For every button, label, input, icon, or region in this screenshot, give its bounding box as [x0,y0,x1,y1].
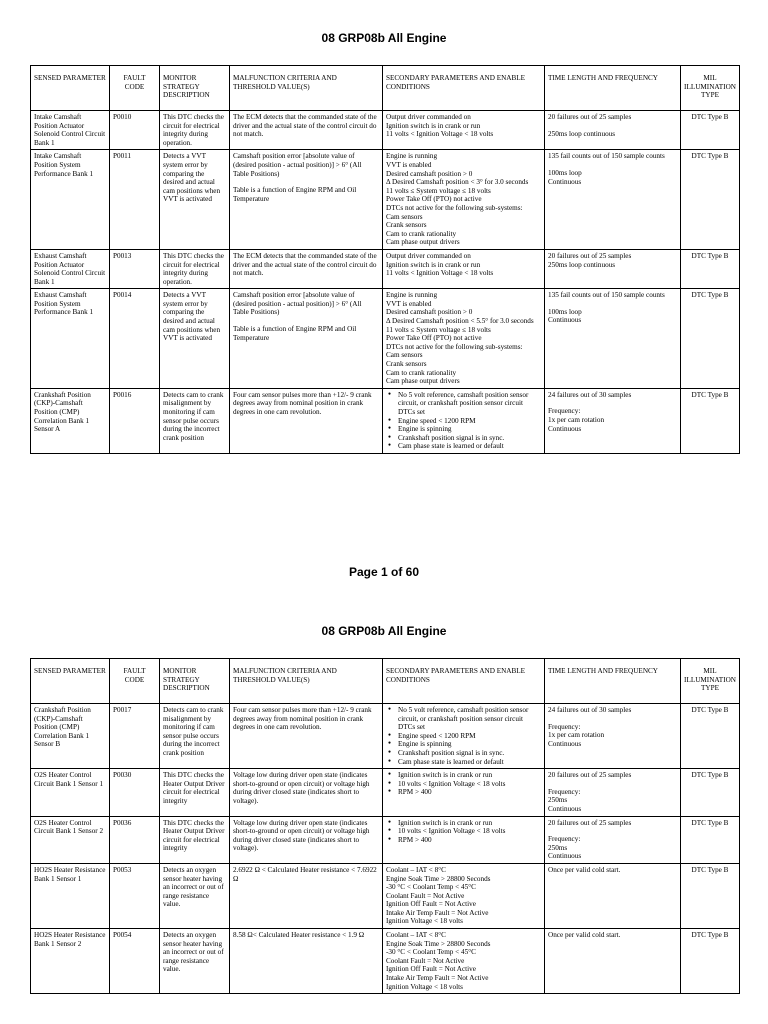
time-line: Continuous [548,177,582,186]
secondary-line: Cam sensors [386,351,423,360]
sensed-parameter-cell: Exhaust Camshaft Position Actuator Solenoid Control Circuit Bank 1 [31,249,110,288]
table-row [31,816,740,863]
secondary-line: 11 volts ≤ System voltage ≤ 18 volts [386,325,491,334]
secondary-parameters-cell [383,150,545,250]
secondary-line: DTCs not active for the following sub-systems: [386,203,523,212]
time-line: 24 failures out of 30 samples [548,390,632,399]
table-header-row [31,659,740,704]
time-line [548,161,677,169]
malfunction-line: Four cam sensor pulses more than +12/- 9 crank degrees away from nominal position in crank degrees in one cam revolution. [233,390,372,416]
secondary-line: Engine is running [386,291,438,300]
secondary-bullet-item: ● Cam phase state is learned or default [398,442,541,451]
secondary-line: Cam to crank rationality [386,368,457,377]
secondary-bullet-item: ● Engine is spinning [398,740,541,749]
malfunction-criteria-cell [230,150,383,250]
monitor-strategy-cell: Detects cam to crank misalignment by monitoring if cam sensor pulse occurs during the incorrect crank position [160,388,230,453]
table-row [31,704,740,769]
secondary-line: Cam to crank rationality [386,229,457,238]
fault-code-cell: P0017 [110,704,160,769]
mil-type-cell: DTC Type B [681,150,740,250]
header-monitor-strategy: MONITOR STRATEGY DESCRIPTION [160,66,230,111]
malfunction-line: The ECM detects that the commanded state of the driver and the actual state of the control circuit do not match. [233,113,377,139]
malfunction-criteria-cell [230,769,383,816]
header-time-length: TIME LENGTH AND FREQUENCY [545,659,681,704]
malfunction-line: Voltage low during driver open state (indicates short-to-ground or open circuit) or voltage high during driver closed state (indicates short to voltage). [233,771,370,805]
time-line: Continuous [548,852,582,861]
fault-code-cell: P0054 [110,929,160,994]
secondary-line: Coolant – IAT < 8°C [386,865,446,874]
monitor-strategy-cell: Detects a VVT system error by comparing the desired and actual cam positions when VVT is activated [160,150,230,250]
header-mil-type: MIL ILLUMINATION TYPE [681,66,740,111]
monitor-strategy-cell: This DTC checks the Heater Output Driver circuit for electrical integrity [160,769,230,816]
page-title: 08 GRP08b All Engine [321,624,447,638]
secondary-bullet-item: ● RPM > 400 [398,788,541,797]
time-line: Frequency: [548,787,581,796]
secondary-line: Desired camshaft position > 0 [386,308,473,317]
time-line: 20 failures out of 25 samples [548,771,632,780]
secondary-line: VVT is enabled [386,160,432,169]
secondary-parameters-cell [383,111,545,150]
secondary-line: Ignition Off Fault = Not Active [386,965,476,974]
secondary-line: VVT is enabled [386,299,432,308]
secondary-bullet-item: ● 10 volts < Ignition Voltage < 18 volts [398,827,541,836]
fault-code-cell: P0053 [110,863,160,928]
secondary-line: Δ Desired Camshaft position < 5.5° for 3.0 seconds [386,317,534,326]
secondary-line: Engine Soak Time > 28800 Seconds [386,939,491,948]
sensed-parameter-cell: O2S Heater Control Circuit Bank 1 Sensor 1 [31,769,110,816]
secondary-bullet-item: ● Engine speed < 1200 RPM [398,732,541,741]
fault-code-cell: P0013 [110,249,160,288]
secondary-line: Output driver commanded on [386,251,471,260]
secondary-line: Coolant Fault = Not Active [386,956,465,965]
fault-code-cell: P0016 [110,388,160,453]
time-length-cell [545,111,681,150]
sensed-parameter-cell: Intake Camshaft Position System Performance Bank 1 [31,150,110,250]
time-line: 20 failures out of 25 samples [548,113,632,121]
table-row [31,289,740,389]
secondary-line: 11 volts < Ignition Voltage < 18 volts [386,130,494,139]
secondary-bullet-list [386,819,541,845]
malfunction-line: 2.6922 Ω < Calculated Heater resistance < 7.6922 Ω [233,865,377,883]
time-line: 250ms [548,796,568,805]
time-length-cell [545,769,681,816]
secondary-parameters-cell [383,863,545,928]
mil-type-cell: DTC Type B [681,249,740,288]
secondary-line: Cam sensors [386,212,423,221]
malfunction-line [233,178,379,186]
malfunction-line: Table is a function of Engine RPM and Oil Temperature [233,325,357,342]
malfunction-criteria-cell [230,704,383,769]
malfunction-criteria-cell [230,111,383,150]
time-line: Frequency: [548,722,581,731]
time-line: 250ms loop continuous [548,260,616,269]
secondary-line: Output driver commanded on [386,113,471,121]
time-line [548,122,677,130]
mil-type-cell: DTC Type B [681,289,740,389]
malfunction-criteria-cell [230,289,383,389]
table-row [31,769,740,816]
secondary-line: -30 °C < Coolant Temp < 45°C [386,883,476,892]
header-secondary-parameters: SECONDARY PARAMETERS AND ENABLE CONDITIONS [383,66,545,111]
table-row [31,388,740,453]
fault-code-cell: P0011 [110,150,160,250]
secondary-bullet-list [386,391,541,451]
time-line: 1x per cam rotation [548,731,605,740]
mil-type-cell: DTC Type B [681,388,740,453]
time-line [548,300,677,308]
secondary-line: Intake Air Temp Fault = Not Active [386,974,489,983]
secondary-bullet-item: ● Crankshaft position signal is in sync. [398,434,541,443]
malfunction-line [233,317,379,325]
header-sensed-parameter: SENSED PARAMETER [31,66,110,111]
time-line: 135 fail counts out of 150 sample counts [548,152,665,161]
time-line: Continuous [548,316,582,325]
sensed-parameter-cell: Exhaust Camshaft Position System Performance Bank 1 [31,289,110,389]
malfunction-line: Camshaft position error [absolute value of (desired position - actual position)] > 6° (All Table Positions) [233,291,362,317]
time-length-cell [545,249,681,288]
fault-code-cell: P0010 [110,111,160,150]
secondary-line: Ignition Voltage < 18 volts [386,917,463,926]
table-row [31,863,740,928]
time-line: 250ms loop continuous [548,129,616,138]
monitor-strategy-cell: Detects an oxygen sensor heater having an incorrect or out of range resistance value. [160,929,230,994]
secondary-line: DTCs not active for the following sub-systems: [386,342,523,351]
sensed-parameter-cell: Crankshaft Position (CKP)-Camshaft Position (CMP) Correlation Bank 1 Sensor B [31,704,110,769]
time-length-cell [545,929,681,994]
mil-type-cell: DTC Type B [681,769,740,816]
fault-code-cell: P0036 [110,816,160,863]
secondary-line: Desired camshaft position > 0 [386,169,473,178]
sensed-parameter-cell: Crankshaft Position (CKP)-Camshaft Position (CMP) Correlation Bank 1 Sensor A [31,388,110,453]
secondary-bullet-item: ● Engine is spinning [398,425,541,434]
secondary-line: Ignition Voltage < 18 volts [386,982,463,991]
fault-code-cell: P0030 [110,769,160,816]
sensed-parameter-cell: O2S Heater Control Circuit Bank 1 Sensor 2 [31,816,110,863]
time-length-cell [545,704,681,769]
monitor-strategy-cell: Detects an oxygen sensor heater having an incorrect or out of range resistance value. [160,863,230,928]
malfunction-line: Camshaft position error [absolute value of (desired position - actual position)] > 6° (All Table Positions) [233,152,362,178]
secondary-parameters-cell [383,769,545,816]
malfunction-line: 8.58 Ω< Calculated Heater resistance < 1.9 Ω [233,931,365,940]
time-line: 250ms [548,843,568,852]
secondary-line: Engine Soak Time > 28800 Seconds [386,874,491,883]
monitor-strategy-cell: Detects cam to crank misalignment by monitoring if cam sensor pulse occurs during the incorrect crank position [160,704,230,769]
malfunction-criteria-cell [230,863,383,928]
mil-type-cell: DTC Type B [681,929,740,994]
header-mil-type: MIL ILLUMINATION TYPE [681,659,740,704]
secondary-line: Crank sensors [386,360,427,369]
secondary-line: Ignition switch is in crank or run [386,260,481,269]
time-line: 24 failures out of 30 samples [548,706,632,714]
time-line: Frequency: [548,407,581,416]
header-secondary-parameters: SECONDARY PARAMETERS AND ENABLE CONDITIONS [383,659,545,704]
time-length-cell [545,863,681,928]
secondary-parameters-cell [383,249,545,288]
secondary-bullet-item: ● No 5 volt reference, camshaft position sensor circuit, or crankshaft position sensor circuit DTCs set [398,706,541,732]
time-length-cell [545,150,681,250]
header-time-length: TIME LENGTH AND FREQUENCY [545,66,681,111]
page-title: 08 GRP08b All Engine [321,31,447,45]
time-line [548,715,677,723]
secondary-parameters-cell [383,929,545,994]
secondary-bullet-item: ● Cam phase state is learned or default [398,758,541,767]
table-row [31,111,740,150]
time-line [548,780,677,788]
time-line: Continuous [548,804,582,813]
dtc-table [30,65,740,454]
secondary-parameters-cell [383,704,545,769]
time-line: 20 failures out of 25 samples [548,818,632,827]
secondary-bullet-item: ● No 5 volt reference, camshaft position sensor circuit, or crankshaft position sensor circuit DTCs set [398,391,541,417]
time-line: 100ms loop [548,168,582,177]
table-row [31,150,740,250]
secondary-line: Crank sensors [386,221,427,230]
time-line: 20 failures out of 25 samples [548,251,632,260]
malfunction-criteria-cell [230,249,383,288]
secondary-bullet-item: ● Ignition switch is in crank or run [398,771,541,780]
fault-code-cell: P0014 [110,289,160,389]
time-line: 135 fail counts out of 150 sample counts [548,291,665,300]
time-length-cell [545,816,681,863]
secondary-line: Ignition Off Fault = Not Active [386,900,476,909]
secondary-bullet-item: ● Engine speed < 1200 RPM [398,417,541,426]
header-fault-code: FAULT CODE [110,66,160,111]
time-length-cell [545,289,681,389]
monitor-strategy-cell: Detects a VVT system error by comparing the desired and actual cam positions when VVT is activated [160,289,230,389]
time-line: 100ms loop [548,307,582,316]
secondary-line: Coolant Fault = Not Active [386,891,465,900]
malfunction-line: Voltage low during driver open state (indicates short-to-ground or open circuit) or voltage high during driver closed state (indicates short to voltage). [233,818,370,853]
secondary-line: Δ Desired Camshaft position < 3° for 3.0 seconds [386,178,529,187]
table-row [31,929,740,994]
secondary-bullet-item: ● RPM > 400 [398,836,541,845]
secondary-line: Intake Air Temp Fault = Not Active [386,908,489,917]
time-line [548,827,677,835]
mil-type-cell: DTC Type B [681,111,740,150]
header-malfunction-criteria: MALFUNCTION CRITERIA AND THRESHOLD VALUE(S) [230,66,383,111]
header-fault-code: FAULT CODE [110,659,160,704]
time-length-cell [545,388,681,453]
sensed-parameter-cell: Intake Camshaft Position Actuator Solenoid Control Circuit Bank 1 [31,111,110,150]
header-malfunction-criteria: MALFUNCTION CRITERIA AND THRESHOLD VALUE(S) [230,659,383,704]
mil-type-cell: DTC Type B [681,704,740,769]
page-footer: Page 1 of 60 [348,565,420,579]
secondary-line: Engine is running [386,152,438,161]
malfunction-criteria-cell [230,816,383,863]
monitor-strategy-cell: This DTC checks the circuit for electrical integrity during operation. [160,111,230,150]
secondary-line: Coolant – IAT < 8°C [386,931,446,940]
dtc-table [30,658,740,994]
malfunction-criteria-cell [230,388,383,453]
secondary-line: 11 volts < Ignition Voltage < 18 volts [386,269,494,278]
secondary-line: Ignition switch is in crank or run [386,121,481,130]
secondary-bullet-item: ● Ignition switch is in crank or run [398,819,541,828]
malfunction-line: Four cam sensor pulses more than +12/- 9 crank degrees away from nominal position in crank degrees in one cam revolution. [233,706,372,732]
time-line [548,399,677,407]
secondary-line: Cam phase output drivers [386,238,460,247]
secondary-bullet-item: ● 10 volts < Ignition Voltage < 18 volts [398,780,541,789]
time-line: Once per valid cold start. [548,931,621,940]
mil-type-cell: DTC Type B [681,816,740,863]
secondary-line: Power Take Off (PTO) not active [386,334,482,343]
secondary-bullet-list [386,706,541,766]
time-line: Once per valid cold start. [548,865,621,874]
secondary-parameters-cell [383,816,545,863]
time-line: Frequency: [548,835,581,844]
table-row [31,249,740,288]
monitor-strategy-cell: This DTC checks the Heater Output Driver circuit for electrical integrity [160,816,230,863]
malfunction-criteria-cell [230,929,383,994]
header-sensed-parameter: SENSED PARAMETER [31,659,110,704]
malfunction-line: The ECM detects that the commanded state of the driver and the actual state of the control circuit do not match. [233,251,377,278]
secondary-bullet-item: ● Crankshaft position signal is in sync. [398,749,541,758]
secondary-parameters-cell [383,388,545,453]
secondary-line: 11 volts ≤ System voltage ≤ 18 volts [386,186,491,195]
monitor-strategy-cell: This DTC checks the circuit for electrical integrity during operation. [160,249,230,288]
secondary-parameters-cell [383,289,545,389]
mil-type-cell: DTC Type B [681,863,740,928]
table-header-row [31,66,740,111]
header-monitor-strategy: MONITOR STRATEGY DESCRIPTION [160,659,230,704]
malfunction-line: Table is a function of Engine RPM and Oil Temperature [233,186,357,203]
sensed-parameter-cell: HO2S Heater Resistance Bank 1 Sensor 1 [31,863,110,928]
time-line: Continuous [548,739,582,748]
sensed-parameter-cell: HO2S Heater Resistance Bank 1 Sensor 2 [31,929,110,994]
secondary-line: Power Take Off (PTO) not active [386,195,482,204]
secondary-line: Cam phase output drivers [386,377,460,386]
secondary-bullet-list [386,771,541,797]
time-line: Continuous [548,424,582,433]
time-line: 1x per cam rotation [548,416,605,424]
secondary-line: -30 °C < Coolant Temp < 45°C [386,948,476,957]
